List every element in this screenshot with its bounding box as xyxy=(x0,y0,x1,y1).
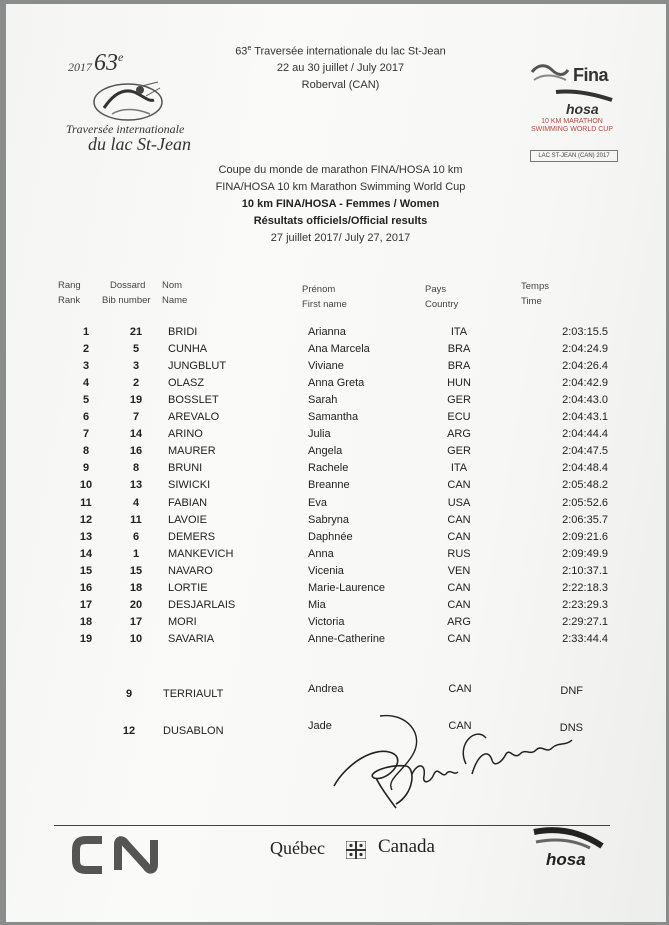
time-cell: 2:29:27.1 xyxy=(562,616,608,628)
bib-cell: 6 xyxy=(132,531,140,543)
results-sheet xyxy=(6,4,666,922)
event-dates: 22 au 30 juillet / July 2017 xyxy=(276,62,405,74)
country-cell: BRA xyxy=(447,343,471,355)
table-row xyxy=(6,531,666,548)
country-cell: BRA xyxy=(447,360,471,372)
time-cell: 2:04:26.4 xyxy=(562,360,608,372)
fina-wordmark: Fina xyxy=(573,65,609,85)
country-cell: ARG xyxy=(447,616,471,628)
last-name-cell: MANKEVICH xyxy=(168,548,234,560)
bib-cell: 16 xyxy=(129,445,143,457)
hosa-footer-swoosh-icon xyxy=(530,826,610,852)
country-cell: CAN xyxy=(447,531,471,543)
country-cell: GER xyxy=(447,445,471,457)
last-name-cell: MAURER xyxy=(168,445,216,457)
canada-wordmark: Canada xyxy=(378,836,435,857)
first-name-cell: Victoria xyxy=(308,616,345,628)
time-cell: 2:22:18.3 xyxy=(562,582,608,594)
official-signature xyxy=(316,704,586,814)
last-name-cell: MORI xyxy=(168,616,197,628)
table-row xyxy=(6,326,666,343)
last-name-cell: AREVALO xyxy=(168,411,220,423)
time-cell: 2:04:43.1 xyxy=(562,411,608,423)
hosa-wordmark: hosa xyxy=(566,101,599,117)
last-name-cell: DEMERS xyxy=(168,531,216,543)
bib-cell: 14 xyxy=(129,428,143,440)
table-row xyxy=(6,411,666,428)
rank-cell: 4 xyxy=(82,377,90,389)
first-name-cell: Anne-Catherine xyxy=(308,633,386,645)
hosa-footer-wordmark: hosa xyxy=(546,850,586,869)
bib-cell: 8 xyxy=(132,462,140,474)
first-name-cell: Rachele xyxy=(308,462,349,474)
rank-cell: 19 xyxy=(79,633,93,645)
logo-text-line1: Traversée internationale xyxy=(66,122,185,136)
country-cell: CAN xyxy=(447,633,471,645)
first-name-cell: Eva xyxy=(308,497,327,509)
bib-cell: 3 xyxy=(132,360,140,372)
rank-cell: 1 xyxy=(82,326,90,338)
country-cell: CAN xyxy=(447,582,471,594)
country-cell: CAN xyxy=(447,479,471,491)
rank-cell: 13 xyxy=(79,531,93,543)
time-cell: 2:09:49.9 xyxy=(562,548,608,560)
table-row: 12 DUSABLON Jade CAN DNS xyxy=(122,720,583,737)
last-name-cell: BOSSLET xyxy=(168,394,219,406)
time-cell: 2:03:15.5 xyxy=(562,326,608,338)
rank-cell: 17 xyxy=(79,599,93,611)
rank-cell: 16 xyxy=(79,582,93,594)
rank-cell: 11 xyxy=(80,497,92,509)
bib-cell: 4 xyxy=(132,497,140,509)
last-name-cell: NAVARO xyxy=(168,565,213,577)
bib-cell: 21 xyxy=(129,326,143,338)
first-name-cell: Breanne xyxy=(308,479,350,491)
table-row xyxy=(6,582,666,599)
bib-cell: 2 xyxy=(132,377,140,389)
rank-cell: 2 xyxy=(82,343,90,355)
quebec-flag-icon xyxy=(346,841,366,859)
first-name-cell: Vicenia xyxy=(308,565,344,577)
col-rank: Rang Rank xyxy=(58,280,81,306)
last-name-cell: SIWICKI xyxy=(168,479,211,491)
first-name-cell: Arianna xyxy=(308,326,346,338)
time-cell: 2:05:48.2 xyxy=(562,479,608,491)
race-date: 27 juillet 2017/ July 27, 2017 xyxy=(270,232,411,244)
first-name-cell: Sabryna xyxy=(308,514,349,526)
first-name-cell: Julia xyxy=(308,428,331,440)
time-cell: 2:04:48.4 xyxy=(562,462,608,474)
col-time: Temps Time xyxy=(521,281,549,307)
country-cell: HUN xyxy=(447,377,471,389)
rank-cell: 12 xyxy=(79,514,93,526)
country-cell: ITA xyxy=(450,326,468,338)
last-name-cell: JUNGBLUT xyxy=(168,360,227,372)
table-row xyxy=(6,462,666,479)
time-cell: 2:33:44.4 xyxy=(562,633,608,645)
table-row xyxy=(6,514,666,531)
country-cell: CAN xyxy=(447,599,471,611)
footer-divider xyxy=(54,825,610,826)
bib-cell: 1 xyxy=(132,548,140,560)
time-cell: 2:10:37.1 xyxy=(562,565,608,577)
rank-cell: 6 xyxy=(82,411,90,423)
time-cell: 2:09:21.6 xyxy=(562,531,608,543)
time-cell: 2:06:35.7 xyxy=(562,514,608,526)
bib-cell: 5 xyxy=(132,343,140,355)
bib-cell: 19 xyxy=(129,394,143,406)
first-name-cell: Marie-Laurence xyxy=(308,582,386,594)
col-name: Nom Name xyxy=(162,280,188,306)
col-bib: Dossard Bib number xyxy=(102,280,151,306)
bib-cell: 11 xyxy=(130,514,142,526)
first-name-cell: Anna xyxy=(308,548,334,560)
table-row xyxy=(6,616,666,633)
table-row xyxy=(6,377,666,394)
first-name-cell: Ana Marcela xyxy=(308,343,370,355)
table-row xyxy=(6,445,666,462)
country-cell: CAN xyxy=(447,514,471,526)
rank-cell: 5 xyxy=(82,394,90,406)
first-name-cell: Mia xyxy=(308,599,326,611)
country-cell: ITA xyxy=(450,462,468,474)
bib-cell: 18 xyxy=(129,582,143,594)
title-fr: Coupe du monde de marathon FINA/HOSA 10 km xyxy=(218,164,463,176)
race-category: 10 km FINA/HOSA - Femmes / Women xyxy=(241,198,440,210)
bib-cell: 17 xyxy=(129,616,143,628)
rank-cell: 3 xyxy=(82,360,90,372)
table-row xyxy=(6,428,666,445)
cn-logo xyxy=(72,836,182,874)
country-cell: ECU xyxy=(447,411,471,423)
rank-cell: 10 xyxy=(79,479,93,491)
results-heading: Résultats officiels/Official results xyxy=(253,215,428,227)
table-row xyxy=(6,394,666,411)
first-name-cell: Angela xyxy=(308,445,343,457)
last-name-cell: OLASZ xyxy=(168,377,205,389)
title-en: FINA/HOSA 10 km Marathon Swimming World Cup xyxy=(215,181,466,193)
logo-location-box: LAC ST-JEAN (CAN) 2017 xyxy=(530,150,618,162)
last-name-cell: ARINO xyxy=(168,428,203,440)
country-cell: USA xyxy=(447,497,471,509)
time-cell: 2:04:43.0 xyxy=(562,394,608,406)
country-cell: ARG xyxy=(447,428,471,440)
table-row xyxy=(6,565,666,582)
table-row xyxy=(6,343,666,360)
quebec-wordmark: Québec xyxy=(270,838,325,858)
table-row xyxy=(6,497,666,514)
bib-cell: 15 xyxy=(129,565,143,577)
rank-cell: 18 xyxy=(79,616,93,628)
time-cell: 2:04:44.4 xyxy=(562,428,608,440)
time-cell: 2:04:42.9 xyxy=(562,377,608,389)
rank-cell: 9 xyxy=(82,462,90,474)
last-name-cell: BRIDI xyxy=(168,326,198,338)
rank-cell: 14 xyxy=(79,548,93,560)
time-cell: 2:04:24.9 xyxy=(562,343,608,355)
time-cell: 2:23:29.3 xyxy=(562,599,608,611)
table-row xyxy=(6,599,666,616)
event-location: Roberval (CAN) xyxy=(301,79,380,91)
first-name-cell: Samantha xyxy=(308,411,359,423)
event-title: 63e Traversée internationale du lac St-Jean xyxy=(235,45,446,58)
bib-cell: 10 xyxy=(129,633,143,645)
rank-cell: 8 xyxy=(82,445,90,457)
first-name-cell: Daphnée xyxy=(308,531,353,543)
logo-number: 63e xyxy=(94,50,124,76)
bib-cell: 20 xyxy=(129,599,143,611)
logo-subtitle: 10 KM MARATHON SWIMMING WORLD CUP xyxy=(530,118,614,133)
rank-cell: 15 xyxy=(79,565,93,577)
last-name-cell: LORTIE xyxy=(168,582,208,594)
first-name-cell: Sarah xyxy=(308,394,338,406)
logo-text-line2: du lac St-Jean xyxy=(88,134,191,154)
last-name-cell: BRUNI xyxy=(168,462,203,474)
table-row xyxy=(6,633,666,650)
rank-cell: 7 xyxy=(82,428,90,440)
table-row xyxy=(6,548,666,565)
first-name-cell: Anna Greta xyxy=(308,377,365,389)
time-cell: 2:04:47.5 xyxy=(562,445,608,457)
table-row xyxy=(6,360,666,377)
last-name-cell: LAVOIE xyxy=(168,514,207,526)
last-name-cell: DESJARLAIS xyxy=(168,599,236,611)
country-cell: RUS xyxy=(447,548,471,560)
last-name-cell: FABIAN xyxy=(168,497,208,509)
first-name-cell: Viviane xyxy=(308,360,344,372)
country-cell: VEN xyxy=(447,565,471,577)
table-row xyxy=(6,479,666,496)
bib-cell: 13 xyxy=(129,479,143,491)
table-row: 9 TERRIAULT Andrea CAN DNF xyxy=(125,683,583,700)
country-cell: GER xyxy=(447,394,471,406)
last-name-cell: CUNHA xyxy=(168,343,208,355)
time-cell: 2:05:52.6 xyxy=(562,497,608,509)
logo-year: 2017 xyxy=(68,60,92,74)
col-first-name: Prénom First name xyxy=(302,284,347,310)
col-country: Pays Country xyxy=(425,284,459,310)
last-name-cell: SAVARIA xyxy=(168,633,215,645)
bib-cell: 7 xyxy=(132,411,140,423)
